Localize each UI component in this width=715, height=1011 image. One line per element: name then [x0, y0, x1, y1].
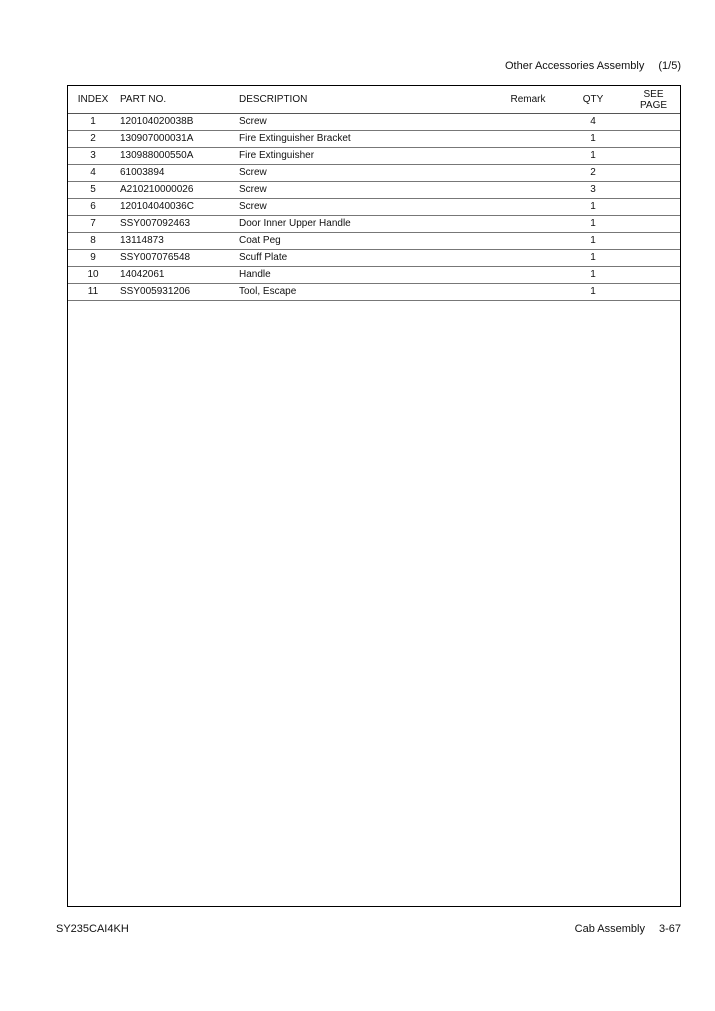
cell-remark [497, 114, 559, 131]
parts-table [68, 86, 680, 301]
cell-index: 4 [68, 165, 118, 182]
cell-description: Fire Extinguisher Bracket [239, 131, 497, 148]
cell-qty: 3 [559, 182, 627, 199]
table-row [68, 216, 680, 233]
cell-description: Coat Peg [239, 233, 497, 250]
column-header-remark: Remark [497, 86, 559, 114]
table-header-row [68, 86, 680, 114]
cell-qty: 1 [559, 267, 627, 284]
cell-qty: 1 [559, 233, 627, 250]
cell-index: 10 [68, 267, 118, 284]
cell-part-no: 61003894 [118, 165, 239, 182]
cell-see-page [627, 148, 680, 165]
parts-list-frame [67, 85, 681, 907]
cell-see-page [627, 131, 680, 148]
cell-part-no: 14042061 [118, 267, 239, 284]
cell-see-page [627, 284, 680, 301]
cell-see-page [627, 250, 680, 267]
cell-part-no: SSY007092463 [118, 216, 239, 233]
cell-index: 6 [68, 199, 118, 216]
cell-part-no: 13114873 [118, 233, 239, 250]
cell-index: 9 [68, 250, 118, 267]
cell-part-no: 120104040036C [118, 199, 239, 216]
table-row [68, 114, 680, 131]
cell-remark [497, 199, 559, 216]
header-page-fraction: (1/5) [658, 60, 681, 72]
table-row [68, 199, 680, 216]
cell-qty: 1 [559, 284, 627, 301]
cell-qty: 1 [559, 148, 627, 165]
column-header-index: INDEX [68, 86, 118, 114]
cell-see-page [627, 114, 680, 131]
cell-qty: 4 [559, 114, 627, 131]
cell-qty: 1 [559, 199, 627, 216]
cell-remark [497, 216, 559, 233]
header-title: Other Accessories Assembly [504, 60, 645, 72]
table-row [68, 131, 680, 148]
cell-description: Handle [239, 267, 497, 284]
footer-section: Cab Assembly [574, 923, 645, 935]
cell-description: Fire Extinguisher [239, 148, 497, 165]
footer-section-page [575, 923, 681, 935]
see-page-line2: PAGE [639, 99, 668, 111]
cell-description: Screw [239, 114, 497, 131]
cell-remark [497, 233, 559, 250]
cell-remark [497, 267, 559, 284]
cell-description: Screw [239, 165, 497, 182]
cell-description: Door Inner Upper Handle [239, 216, 497, 233]
cell-remark [497, 250, 559, 267]
cell-qty: 1 [559, 250, 627, 267]
see-page-line1: SEE [643, 88, 664, 100]
cell-part-no: SSY007076548 [118, 250, 239, 267]
cell-remark [497, 131, 559, 148]
cell-see-page [627, 182, 680, 199]
cell-see-page [627, 199, 680, 216]
table-row [68, 165, 680, 182]
footer-page-number: 3-67 [658, 923, 681, 935]
cell-part-no: SSY005931206 [118, 284, 239, 301]
cell-part-no: 130988000550A [118, 148, 239, 165]
cell-remark [497, 148, 559, 165]
cell-index: 5 [68, 182, 118, 199]
column-header-see-page [627, 86, 680, 114]
cell-part-no: 120104020038B [118, 114, 239, 131]
cell-index: 8 [68, 233, 118, 250]
cell-index: 2 [68, 131, 118, 148]
page-header [0, 60, 681, 72]
cell-index: 11 [68, 284, 118, 301]
table-row [68, 284, 680, 301]
cell-index: 7 [68, 216, 118, 233]
footer-model: SY235CAI4KH [56, 923, 129, 935]
cell-see-page [627, 233, 680, 250]
table-row [68, 148, 680, 165]
cell-remark [497, 182, 559, 199]
cell-see-page [627, 267, 680, 284]
cell-index: 1 [68, 114, 118, 131]
table-body [68, 114, 680, 301]
cell-qty: 1 [559, 216, 627, 233]
table-row [68, 267, 680, 284]
cell-remark [497, 284, 559, 301]
cell-description: Scuff Plate [239, 250, 497, 267]
cell-see-page [627, 165, 680, 182]
cell-index: 3 [68, 148, 118, 165]
table-row [68, 250, 680, 267]
cell-description: Screw [239, 199, 497, 216]
cell-description: Tool, Escape [239, 284, 497, 301]
table-row [68, 182, 680, 199]
column-header-part-no: PART NO. [118, 86, 239, 114]
table-row [68, 233, 680, 250]
column-header-qty: QTY [559, 86, 627, 114]
cell-see-page [627, 216, 680, 233]
cell-part-no: 130907000031A [118, 131, 239, 148]
cell-description: Screw [239, 182, 497, 199]
column-header-description: DESCRIPTION [239, 86, 497, 114]
cell-qty: 1 [559, 131, 627, 148]
cell-part-no: A210210000026 [118, 182, 239, 199]
cell-remark [497, 165, 559, 182]
cell-qty: 2 [559, 165, 627, 182]
